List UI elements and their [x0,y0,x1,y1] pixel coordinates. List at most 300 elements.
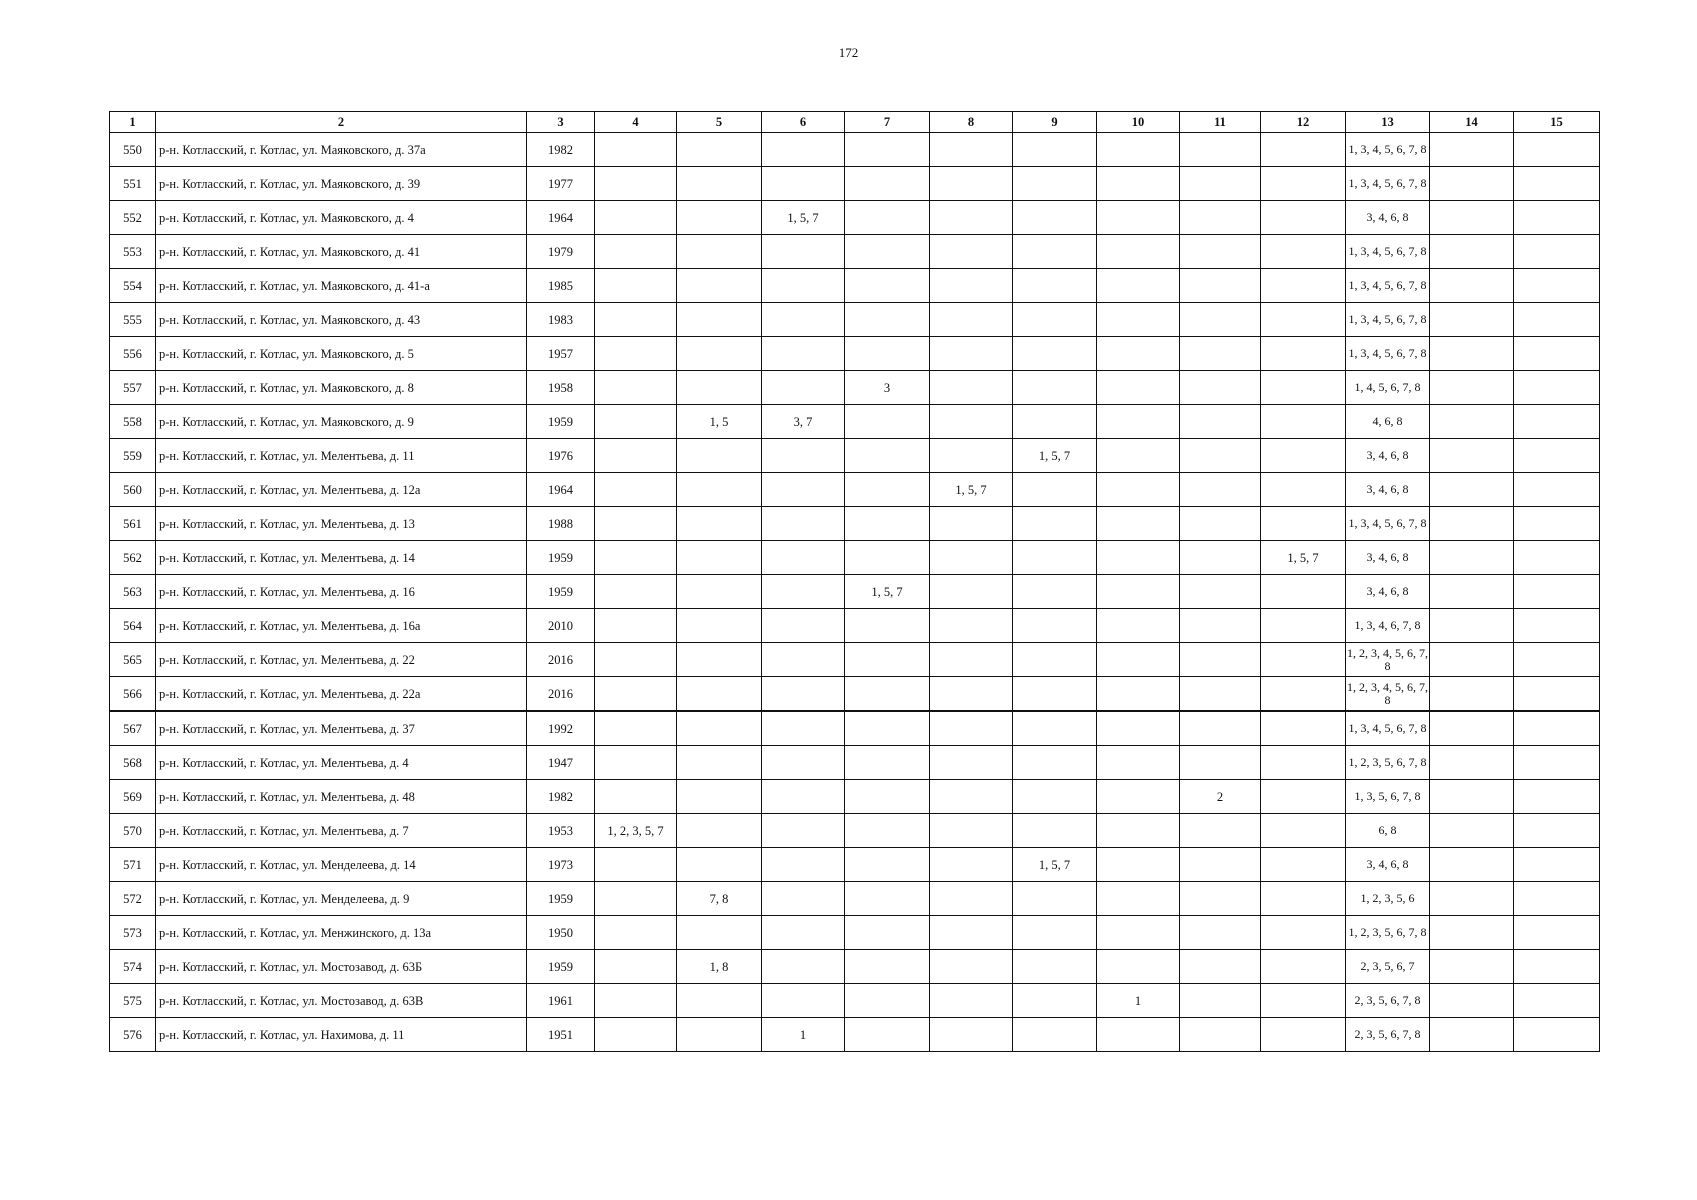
column-6-cell [762,337,845,371]
column-13-cell: 1, 2, 3, 4, 5, 6, 7, 8 [1346,643,1430,677]
column-11-cell [1180,337,1261,371]
column-9-cell: 1, 5, 7 [1013,848,1097,882]
column-14-cell [1430,473,1514,507]
column-5-cell [677,575,762,609]
column-6-cell [762,882,845,916]
column-4-cell [595,439,677,473]
column-5-cell [677,677,762,712]
column-5-cell: 7, 8 [677,882,762,916]
table-row [110,303,1600,337]
column-10-cell [1097,609,1180,643]
column-8-cell [930,780,1013,814]
column-header-6: 6 [762,112,845,133]
column-15-cell [1514,814,1600,848]
row-number-cell: 575 [110,984,156,1018]
column-9-cell [1013,337,1097,371]
table-row [110,405,1600,439]
column-11-cell: 2 [1180,780,1261,814]
column-4-cell [595,201,677,235]
column-8-cell [930,337,1013,371]
column-15-cell [1514,167,1600,201]
column-6-cell [762,439,845,473]
column-14-cell [1430,984,1514,1018]
column-12-cell [1261,916,1346,950]
column-4-cell [595,473,677,507]
column-6-cell [762,303,845,337]
column-15-cell [1514,746,1600,780]
column-6-cell [762,780,845,814]
column-10-cell [1097,439,1180,473]
column-10-cell [1097,371,1180,405]
column-7-cell [845,950,930,984]
column-8-cell [930,133,1013,167]
column-6-cell [762,848,845,882]
column-14-cell [1430,916,1514,950]
column-13-cell: 1, 2, 3, 5, 6 [1346,882,1430,916]
column-14-cell [1430,1018,1514,1052]
column-6-cell [762,950,845,984]
column-12-cell [1261,1018,1346,1052]
column-6-cell [762,711,845,746]
column-10-cell [1097,167,1180,201]
column-9-cell [1013,780,1097,814]
column-15-cell [1514,984,1600,1018]
column-12-cell [1261,473,1346,507]
year-cell: 1947 [527,746,595,780]
column-7-cell [845,507,930,541]
column-4-cell [595,133,677,167]
column-9-cell [1013,882,1097,916]
row-number-cell: 568 [110,746,156,780]
row-number-cell: 569 [110,780,156,814]
address-cell: р-н. Котласский, г. Котлас, ул. Маяковского, д. 37а [156,133,527,167]
table-row [110,235,1600,269]
column-5-cell [677,269,762,303]
column-4-cell [595,950,677,984]
row-number-cell: 555 [110,303,156,337]
table-row [110,337,1600,371]
column-15-cell [1514,303,1600,337]
column-11-cell [1180,746,1261,780]
row-number-cell: 554 [110,269,156,303]
column-7-cell [845,473,930,507]
address-cell: р-н. Котласский, г. Котлас, ул. Менделеева, д. 9 [156,882,527,916]
column-9-cell [1013,507,1097,541]
row-number-cell: 550 [110,133,156,167]
column-9-cell [1013,575,1097,609]
year-cell: 1985 [527,269,595,303]
address-cell: р-н. Котласский, г. Котлас, ул. Мелентьева, д. 16а [156,609,527,643]
housing-registry-table [109,111,1600,1052]
column-7-cell [845,916,930,950]
column-13-cell: 3, 4, 6, 8 [1346,439,1430,473]
column-11-cell [1180,882,1261,916]
column-8-cell [930,848,1013,882]
column-12-cell [1261,439,1346,473]
column-11-cell [1180,711,1261,746]
column-12-cell: 1, 5, 7 [1261,541,1346,575]
year-cell: 2010 [527,609,595,643]
column-13-cell: 1, 3, 4, 5, 6, 7, 8 [1346,133,1430,167]
row-number-cell: 561 [110,507,156,541]
address-cell: р-н. Котласский, г. Котлас, ул. Мелентьева, д. 48 [156,780,527,814]
column-5-cell [677,439,762,473]
column-11-cell [1180,235,1261,269]
table-row [110,439,1600,473]
column-12-cell [1261,780,1346,814]
column-15-cell [1514,609,1600,643]
column-15-cell [1514,677,1600,712]
column-10-cell [1097,201,1180,235]
column-9-cell [1013,711,1097,746]
table-header [110,112,1600,133]
column-14-cell [1430,575,1514,609]
column-9-cell [1013,984,1097,1018]
year-cell: 1976 [527,439,595,473]
column-12-cell [1261,950,1346,984]
column-7-cell [845,337,930,371]
column-8-cell [930,269,1013,303]
column-4-cell [595,780,677,814]
column-15-cell [1514,371,1600,405]
row-number-cell: 567 [110,711,156,746]
column-15-cell [1514,882,1600,916]
column-7-cell [845,984,930,1018]
row-number-cell: 559 [110,439,156,473]
row-number-cell: 574 [110,950,156,984]
column-10-cell [1097,405,1180,439]
year-cell: 1957 [527,337,595,371]
column-15-cell [1514,201,1600,235]
column-6-cell [762,235,845,269]
year-cell: 2016 [527,677,595,712]
column-6-cell [762,133,845,167]
column-13-cell: 1, 3, 5, 6, 7, 8 [1346,780,1430,814]
year-cell: 1973 [527,848,595,882]
column-9-cell [1013,201,1097,235]
column-6-cell: 1, 5, 7 [762,201,845,235]
column-7-cell [845,677,930,712]
row-number-cell: 565 [110,643,156,677]
row-number-cell: 553 [110,235,156,269]
address-cell: р-н. Котласский, г. Котлас, ул. Мелентьева, д. 4 [156,746,527,780]
column-4-cell [595,269,677,303]
address-cell: р-н. Котласский, г. Котлас, ул. Мостозавод, д. 63Б [156,950,527,984]
column-header-3: 3 [527,112,595,133]
column-11-cell [1180,541,1261,575]
column-14-cell [1430,746,1514,780]
column-header-14: 14 [1430,112,1514,133]
column-12-cell [1261,746,1346,780]
column-6-cell [762,575,845,609]
column-8-cell [930,405,1013,439]
column-9-cell [1013,950,1097,984]
table-row [110,269,1600,303]
column-7-cell [845,814,930,848]
column-12-cell [1261,575,1346,609]
table-row [110,780,1600,814]
year-cell: 1958 [527,371,595,405]
column-8-cell [930,507,1013,541]
row-number-cell: 557 [110,371,156,405]
column-12-cell [1261,133,1346,167]
column-10-cell [1097,133,1180,167]
address-cell: р-н. Котласский, г. Котлас, ул. Маяковского, д. 9 [156,405,527,439]
year-cell: 1979 [527,235,595,269]
column-6-cell: 1 [762,1018,845,1052]
column-14-cell [1430,405,1514,439]
column-10-cell [1097,746,1180,780]
column-13-cell: 1, 3, 4, 5, 6, 7, 8 [1346,711,1430,746]
column-8-cell [930,746,1013,780]
column-12-cell [1261,405,1346,439]
column-15-cell [1514,541,1600,575]
column-13-cell: 3, 4, 6, 8 [1346,473,1430,507]
column-10-cell [1097,643,1180,677]
year-cell: 1982 [527,780,595,814]
column-15-cell [1514,711,1600,746]
column-12-cell [1261,371,1346,405]
column-13-cell: 1, 3, 4, 6, 7, 8 [1346,609,1430,643]
column-13-cell: 3, 4, 6, 8 [1346,541,1430,575]
column-8-cell [930,643,1013,677]
address-cell: р-н. Котласский, г. Котлас, ул. Мелентьева, д. 16 [156,575,527,609]
column-7-cell [845,1018,930,1052]
column-14-cell [1430,371,1514,405]
column-6-cell [762,507,845,541]
column-15-cell [1514,916,1600,950]
row-number-cell: 560 [110,473,156,507]
column-6-cell [762,269,845,303]
year-cell: 1951 [527,1018,595,1052]
table-row [110,541,1600,575]
table-row [110,507,1600,541]
column-header-13: 13 [1346,112,1430,133]
column-4-cell: 1, 2, 3, 5, 7 [595,814,677,848]
row-number-cell: 570 [110,814,156,848]
year-cell: 1953 [527,814,595,848]
column-7-cell [845,848,930,882]
row-number-cell: 558 [110,405,156,439]
column-11-cell [1180,269,1261,303]
column-6-cell [762,814,845,848]
column-11-cell [1180,814,1261,848]
column-10-cell [1097,473,1180,507]
column-7-cell [845,167,930,201]
column-13-cell: 1, 4, 5, 6, 7, 8 [1346,371,1430,405]
column-5-cell [677,780,762,814]
column-9-cell [1013,609,1097,643]
address-cell: р-н. Котласский, г. Котлас, ул. Маяковского, д. 8 [156,371,527,405]
table-row [110,711,1600,746]
column-12-cell [1261,882,1346,916]
column-5-cell [677,848,762,882]
column-11-cell [1180,984,1261,1018]
column-5-cell [677,984,762,1018]
column-15-cell [1514,439,1600,473]
column-4-cell [595,235,677,269]
column-11-cell [1180,439,1261,473]
column-4-cell [595,507,677,541]
column-4-cell [595,711,677,746]
column-5-cell [677,473,762,507]
address-cell: р-н. Котласский, г. Котлас, ул. Нахимова, д. 11 [156,1018,527,1052]
table-row [110,167,1600,201]
column-6-cell [762,916,845,950]
column-13-cell: 3, 4, 6, 8 [1346,575,1430,609]
column-4-cell [595,405,677,439]
column-8-cell [930,814,1013,848]
column-11-cell [1180,575,1261,609]
column-4-cell [595,337,677,371]
column-11-cell [1180,609,1261,643]
address-cell: р-н. Котласский, г. Котлас, ул. Менжинского, д. 13а [156,916,527,950]
column-12-cell [1261,677,1346,712]
column-11-cell [1180,1018,1261,1052]
column-8-cell [930,439,1013,473]
column-11-cell [1180,950,1261,984]
column-5-cell [677,167,762,201]
column-14-cell [1430,541,1514,575]
column-7-cell [845,405,930,439]
table-row [110,916,1600,950]
column-4-cell [595,575,677,609]
column-10-cell [1097,814,1180,848]
year-cell: 1959 [527,575,595,609]
column-14-cell [1430,303,1514,337]
column-4-cell [595,984,677,1018]
row-number-cell: 564 [110,609,156,643]
column-header-11: 11 [1180,112,1261,133]
column-14-cell [1430,950,1514,984]
column-13-cell: 1, 3, 4, 5, 6, 7, 8 [1346,269,1430,303]
column-6-cell [762,541,845,575]
column-6-cell: 3, 7 [762,405,845,439]
column-15-cell [1514,507,1600,541]
address-cell: р-н. Котласский, г. Котлас, ул. Маяковского, д. 41 [156,235,527,269]
column-5-cell [677,609,762,643]
column-5-cell [677,643,762,677]
column-6-cell [762,473,845,507]
row-number-cell: 552 [110,201,156,235]
column-9-cell: 1, 5, 7 [1013,439,1097,473]
address-cell: р-н. Котласский, г. Котлас, ул. Мелентьева, д. 14 [156,541,527,575]
column-14-cell [1430,201,1514,235]
column-11-cell [1180,303,1261,337]
column-7-cell [845,609,930,643]
table-row [110,950,1600,984]
column-8-cell [930,1018,1013,1052]
address-cell: р-н. Котласский, г. Котлас, ул. Менделеева, д. 14 [156,848,527,882]
column-11-cell [1180,677,1261,712]
column-13-cell: 1, 3, 4, 5, 6, 7, 8 [1346,235,1430,269]
column-12-cell [1261,984,1346,1018]
column-9-cell [1013,473,1097,507]
column-header-4: 4 [595,112,677,133]
column-13-cell: 4, 6, 8 [1346,405,1430,439]
column-8-cell [930,916,1013,950]
column-15-cell [1514,473,1600,507]
year-cell: 1950 [527,916,595,950]
table-body [110,133,1600,1052]
column-12-cell [1261,609,1346,643]
column-header-10: 10 [1097,112,1180,133]
row-number-cell: 563 [110,575,156,609]
column-15-cell [1514,405,1600,439]
column-5-cell [677,133,762,167]
column-6-cell [762,609,845,643]
column-14-cell [1430,439,1514,473]
column-5-cell [677,337,762,371]
year-cell: 1959 [527,950,595,984]
column-13-cell: 3, 4, 6, 8 [1346,848,1430,882]
column-8-cell [930,201,1013,235]
column-4-cell [595,916,677,950]
column-10-cell [1097,780,1180,814]
column-4-cell [595,609,677,643]
year-cell: 2016 [527,643,595,677]
table-row [110,848,1600,882]
column-11-cell [1180,201,1261,235]
column-7-cell [845,541,930,575]
table-row [110,677,1600,712]
column-12-cell [1261,303,1346,337]
column-4-cell [595,541,677,575]
table-row [110,643,1600,677]
address-cell: р-н. Котласский, г. Котлас, ул. Мелентьева, д. 22 [156,643,527,677]
year-cell: 1982 [527,133,595,167]
column-header-15: 15 [1514,112,1600,133]
row-number-cell: 566 [110,677,156,712]
column-10-cell [1097,575,1180,609]
year-cell: 1964 [527,201,595,235]
column-header-2: 2 [156,112,527,133]
column-11-cell [1180,167,1261,201]
column-9-cell [1013,746,1097,780]
address-cell: р-н. Котласский, г. Котлас, ул. Маяковского, д. 4 [156,201,527,235]
column-14-cell [1430,780,1514,814]
address-cell: р-н. Котласский, г. Котлас, ул. Мелентьева, д. 7 [156,814,527,848]
column-7-cell [845,201,930,235]
column-15-cell [1514,848,1600,882]
year-cell: 1964 [527,473,595,507]
column-13-cell: 1, 3, 4, 5, 6, 7, 8 [1346,337,1430,371]
address-cell: р-н. Котласский, г. Котлас, ул. Маяковского, д. 43 [156,303,527,337]
column-6-cell [762,746,845,780]
table-row [110,814,1600,848]
column-8-cell [930,882,1013,916]
column-6-cell [762,643,845,677]
column-9-cell [1013,814,1097,848]
column-10-cell [1097,711,1180,746]
column-7-cell [845,711,930,746]
column-14-cell [1430,848,1514,882]
column-9-cell [1013,916,1097,950]
column-11-cell [1180,405,1261,439]
column-15-cell [1514,235,1600,269]
column-14-cell [1430,882,1514,916]
column-8-cell [930,609,1013,643]
column-5-cell [677,814,762,848]
column-13-cell: 6, 8 [1346,814,1430,848]
column-10-cell [1097,1018,1180,1052]
column-9-cell [1013,269,1097,303]
column-9-cell [1013,167,1097,201]
column-7-cell [845,643,930,677]
column-4-cell [595,1018,677,1052]
column-11-cell [1180,643,1261,677]
table-row [110,984,1600,1018]
